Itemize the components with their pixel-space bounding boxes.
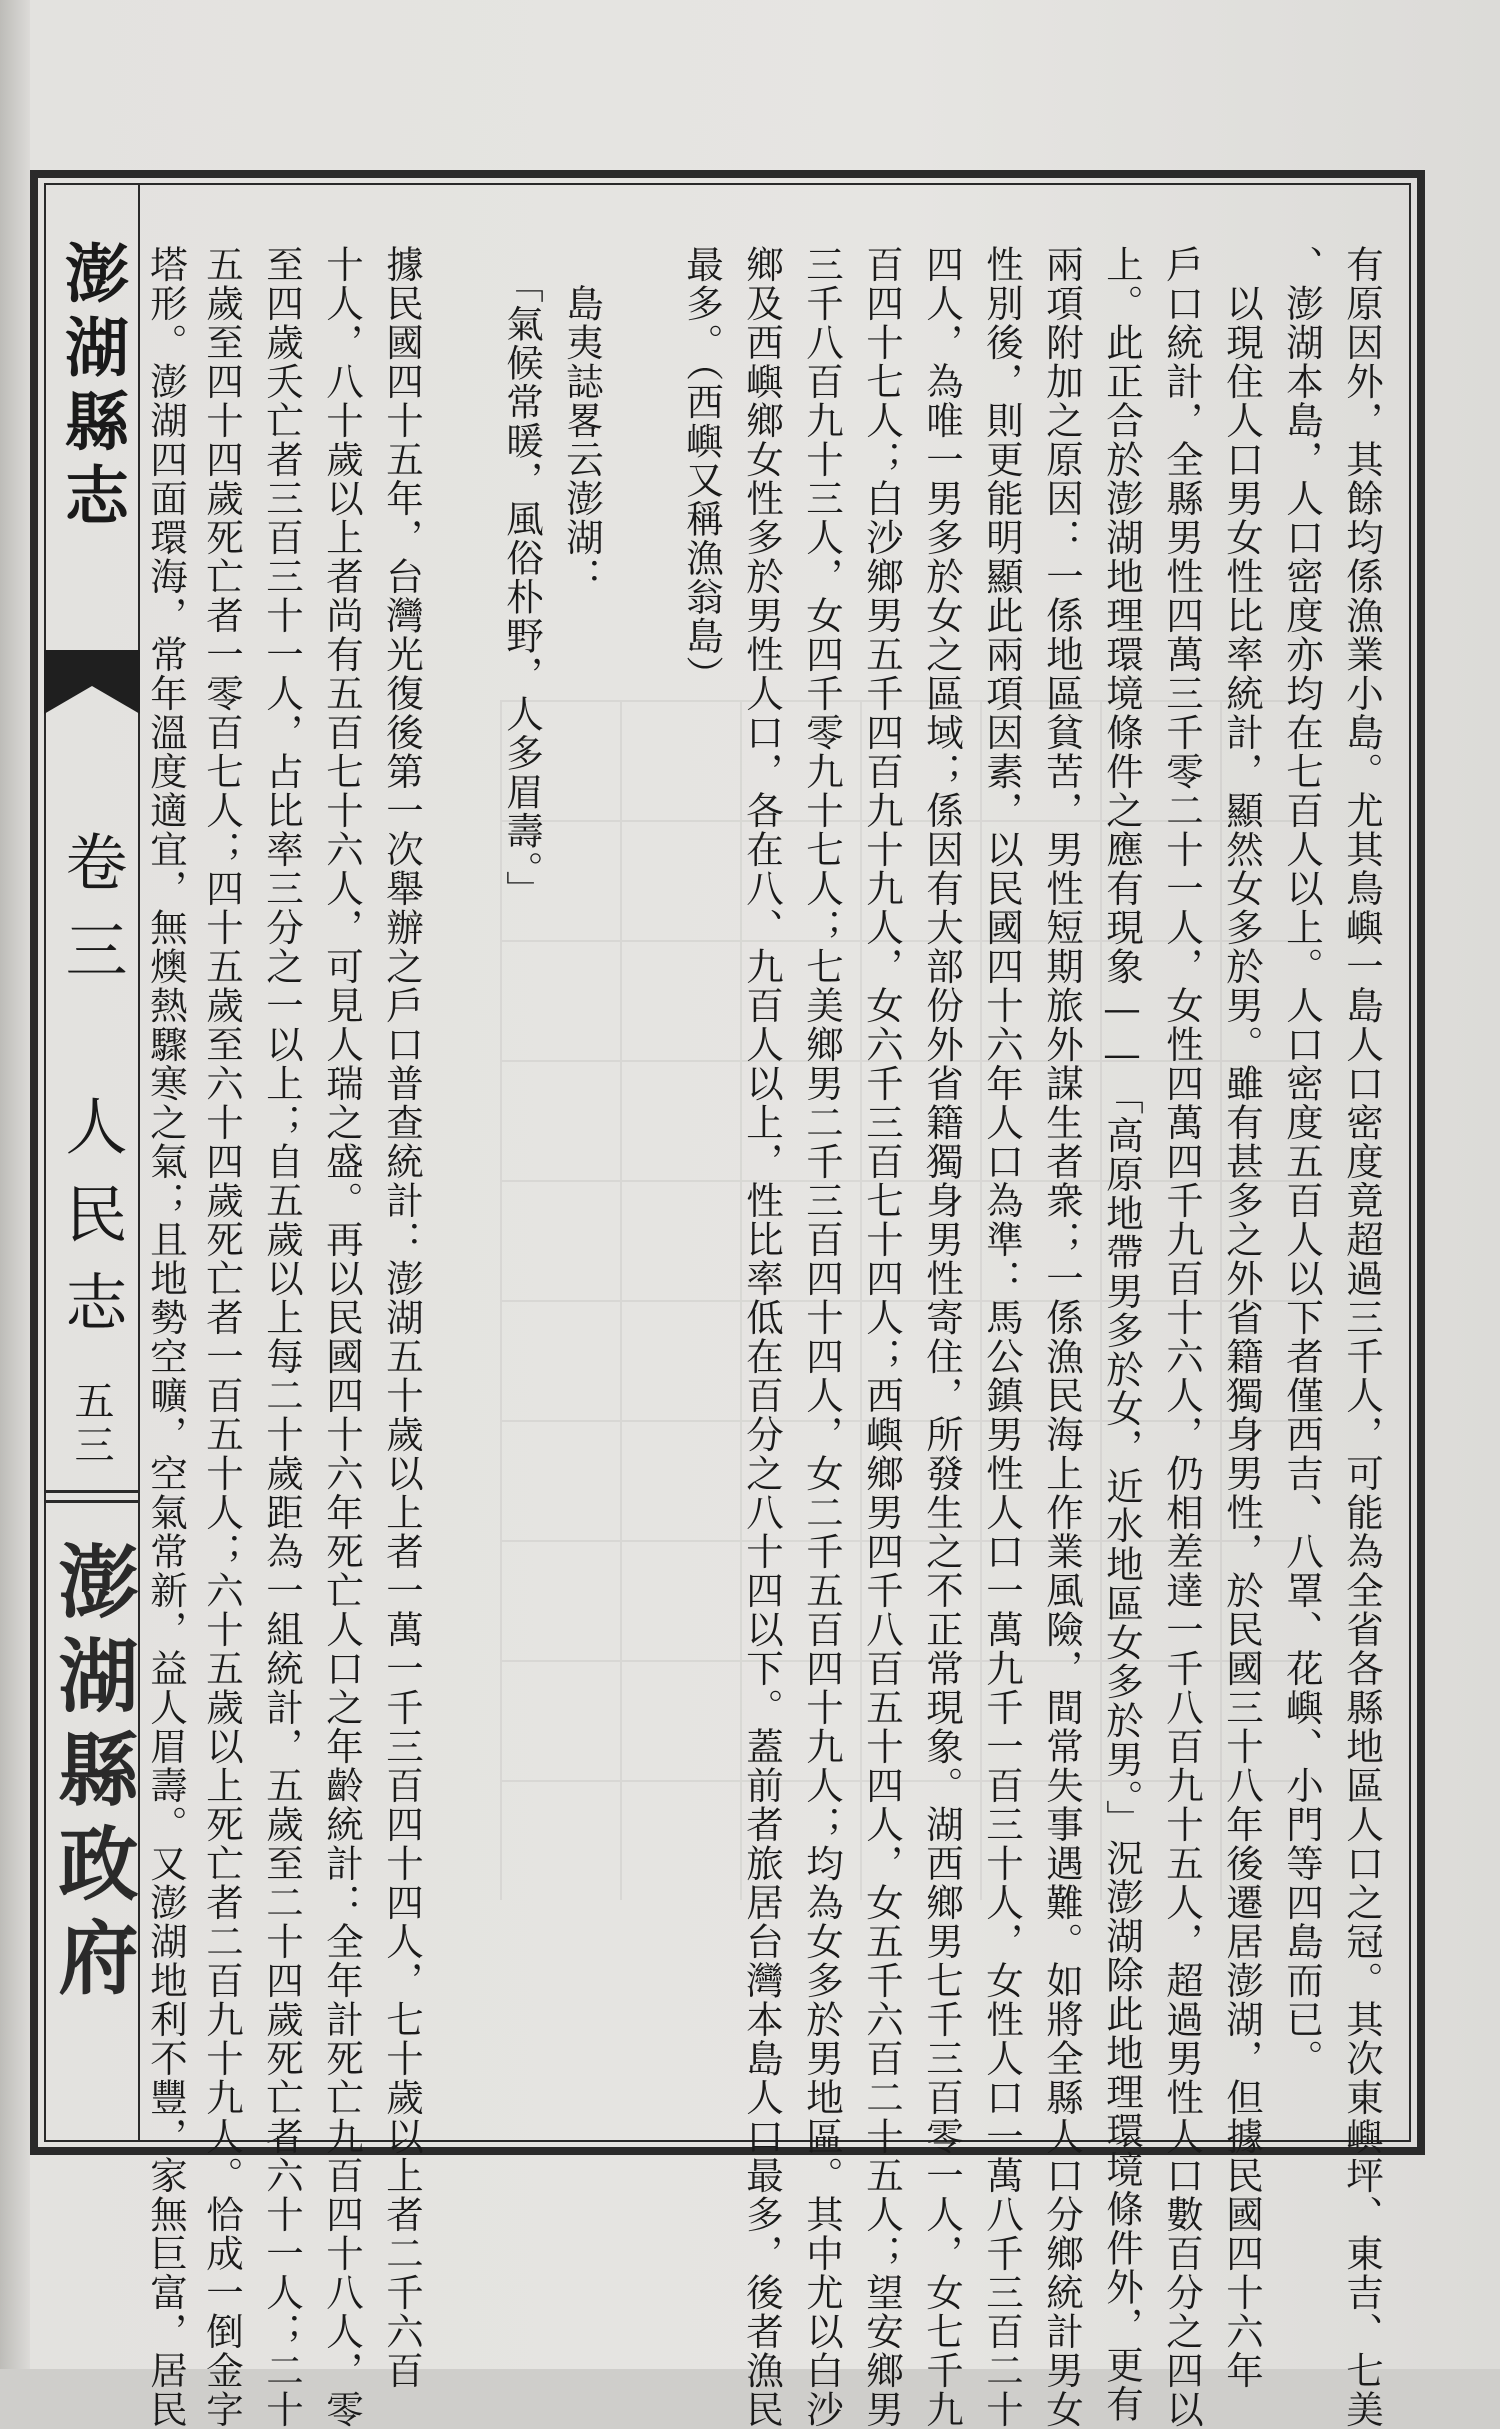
chapter-title: 卷三 人民志 (55, 830, 128, 1358)
text-column: 最多。（西嶼又稱漁翁島） (680, 245, 724, 695)
page-border-inner (44, 183, 1411, 2142)
publisher-name: 澎湖縣政府 (45, 1540, 139, 2010)
fishtail-mark-icon (44, 650, 140, 730)
text-column: 戶口統計，全縣男性四萬三千零二十一人，女性四萬四千九百十六人，仍相差達一千八百九十五人，超過男性人口數百分之四以 (1160, 245, 1204, 2429)
text-column: 、澎湖本島，人口密度亦均在七百人以上。人口密度五百人以下者僅西吉、八罩、花嶼、小門等四島而已。 (1280, 245, 1324, 2078)
text-column: 以現住人口男女性比率統計，顯然女多於男。雖有甚多之外省籍獨身男性，於民國三十八年後遷居澎湖，但據民國四十六年 (1220, 245, 1264, 2390)
margin-divider-bottom (44, 1500, 140, 1503)
text-column: 十人，八十歲以上者尚有五百七十六人，可見人瑞之盛。再以民國四十六年死亡人口之年齡統計：全年計死亡九百四十八人，零 (320, 245, 364, 2429)
text-column: 性別後，則更能明顯此兩項因素，以民國四十六年人口為準：馬公鎮男性人口一萬九千一百三十人，女性人口一萬八千三百二十 (980, 245, 1024, 2429)
text-column: 鄉及西嶼鄉女性多於男性人口，各在八、九百人以上，性比率低在百分之八十四以下。蓋前者旅居台灣本島人口最多，後者漁民 (740, 245, 784, 2429)
text-column: 有原因外，其餘均係漁業小島。尤其鳥嶼一島人口密度竟超過三千人，可能為全省各縣地區人口之冠。其次東嶼坪、東吉、七美 (1340, 245, 1384, 2429)
margin-divider-top (44, 1490, 140, 1493)
binding-spine (0, 0, 30, 2369)
text-column: 百四十七人；白沙鄉男五千四百九十九人，女六千三百七十四人；西嶼鄉男四千八百五十四人，女五千六百二十五人；望安鄉男 (860, 245, 904, 2429)
text-column: 上。此正合於澎湖地理環境條件之應有現象——「高原地帶男多於女，近水地區女多於男。」況澎湖除此地理環境條件外，更有 (1100, 245, 1144, 2424)
quote-column: 「氣候常暖，風俗朴野，人多眉壽。」 (500, 245, 544, 910)
text-column: 島夷誌畧云澎湖： (560, 245, 604, 596)
text-column: 據民國四十五年，台灣光復後第一次舉辦之戶口普查統計：澎湖五十歲以上者一萬一千三百四十四人，七十歲以上者二千六百 (380, 245, 424, 2390)
text-column: 三千八百九十三人，女四千零九十七人；七美鄉男二千三百四十四人，女二千五百四十九人；均為女多於男地區。其中尤以白沙 (800, 245, 844, 2429)
book-title: 澎湖縣志 (54, 240, 129, 536)
text-column: 至四歲夭亡者三百三十一人，占比率三分之一以上；自五歲以上每二十歲距為一組統計，五歲至二十四歲死亡者六十一人；二十 (260, 245, 304, 2429)
text-column: 五歲至四十四歲死亡者一零百七人；四十五歲至六十四歲死亡者一百五十人；六十五歲以上死亡者二百九十九人。恰成一倒金字 (200, 245, 244, 2429)
page-number: 五三 (68, 1380, 114, 1468)
text-column: 塔形。澎湖四面環海，常年溫度適宜，無燠熱驟寒之氣；且地勢空曠，空氣常新，益人眉壽。又澎湖地利不豐，家無巨富，居民 (144, 245, 188, 2429)
text-column: 四人，為唯一男多於女之區域；係因有大部份外省籍獨身男性寄住，所發生之不正常現象。湖西鄉男七千三百零一人，女七千九 (920, 245, 964, 2429)
text-column: 兩項附加之原因：一係地區貧苦，男性短期旅外謀生者衆；一係漁民海上作業風險，間常失事遇難。如將全縣人口分鄉統計男女 (1040, 245, 1084, 2429)
